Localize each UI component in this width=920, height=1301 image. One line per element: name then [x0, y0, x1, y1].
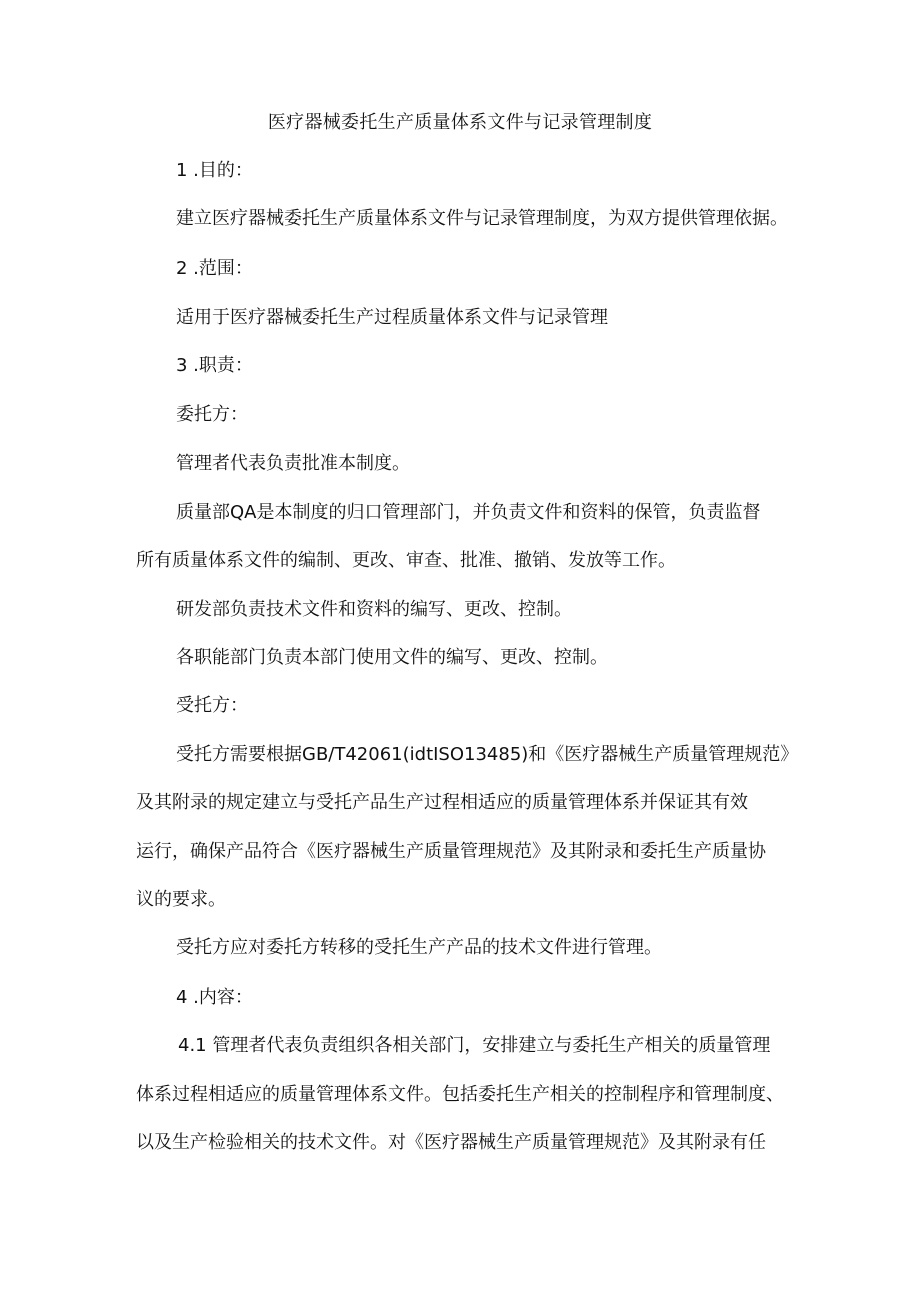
paragraph-purpose: 建立医疗器械委托生产质量体系文件与记录管理制度，为双方提供管理依据。 [176, 208, 788, 229]
document-title: 医疗器械委托生产质量体系文件与记录管理制度 [267, 112, 653, 133]
paragraph-rnd: 研发部负责技术文件和资料的编写、更改、控制。 [176, 599, 572, 620]
section-4-heading: 4 .内容： [176, 987, 253, 1008]
paragraph-management-rep: 管理者代表负责批准本制度。 [176, 453, 410, 474]
paragraph-contractor-line-1: 受托方需要根据GB/T42061(idtISO13485)和《医疗器械生产质量管理规范》 [176, 744, 799, 765]
paragraph-contractor-line-4: 议的要求。 [136, 889, 226, 910]
paragraph-qa-line-2: 所有质量体系文件的编制、更改、审查、批准、撤销、发放等工作。 [136, 550, 676, 571]
paragraph-departments: 各职能部门负责本部门使用文件的编写、更改、控制。 [176, 647, 608, 668]
section-3-heading: 3 .职责： [176, 355, 253, 376]
paragraph-4-1-line-3: 以及生产检验相关的技术文件。对《医疗器械生产质量管理规范》及其附录有任 [136, 1132, 766, 1153]
subheading-contractor: 受托方： [176, 695, 248, 716]
section-2-heading: 2 .范围： [176, 258, 253, 279]
paragraph-contractor-line-3: 运行，确保产品符合《医疗器械生产质量管理规范》及其附录和委托生产质量协 [136, 841, 766, 862]
subheading-client: 委托方： [176, 404, 248, 425]
paragraph-4-1-line-2: 体系过程相适应的质量管理体系文件。包括委托生产相关的控制程序和管理制度、 [136, 1084, 784, 1105]
paragraph-contractor-line-2: 及其附录的规定建立与受托产品生产过程相适应的质量管理体系并保证其有效 [136, 792, 748, 813]
section-1-heading: 1 .目的： [176, 160, 253, 181]
paragraph-scope: 适用于医疗器械委托生产过程质量体系文件与记录管理 [176, 307, 608, 328]
paragraph-4-1-line-1: 4.1 管理者代表负责组织各相关部门，安排建立与委托生产相关的质量管理 [178, 1035, 771, 1056]
paragraph-technical-docs: 受托方应对委托方转移的受托生产产品的技术文件进行管理。 [176, 937, 662, 958]
paragraph-qa-line-1: 质量部QA是本制度的归口管理部门，并负责文件和资料的保管，负责监督 [176, 502, 761, 523]
